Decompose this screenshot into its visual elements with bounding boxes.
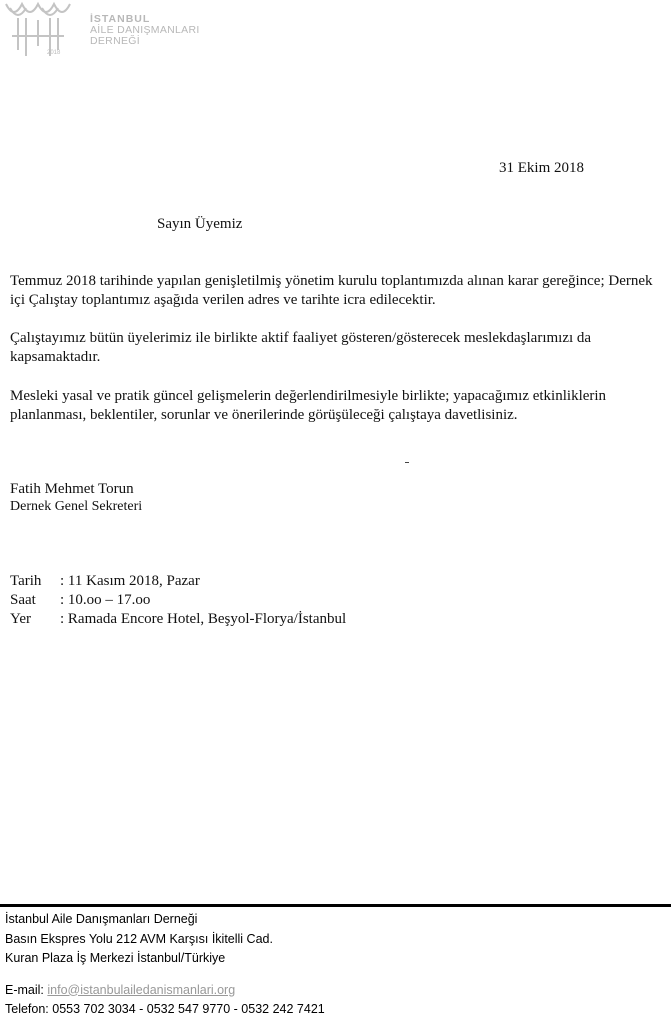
organization-name [90, 14, 200, 47]
association-emblem-icon [0, 0, 90, 62]
org-line-2: AİLE DANIŞMANLARI [90, 24, 200, 36]
letter-date: 31 Ekim 2018 [499, 160, 584, 176]
signatory-title: Dernek Genel Sekreteri [10, 499, 143, 514]
detail-row-venue [10, 610, 346, 629]
body-paragraph-1: Temmuz 2018 tarihinde yapılan genişletilmiş yönetim kurulu toplantımızda alınan karar gereğince; Dernek içi Çalıştay toplantımız aşağıda verilen adres ve tarihte icra edilecektir. [10, 273, 653, 308]
salutation: Sayın Üyemiz [157, 216, 243, 232]
detail-value: : Ramada Encore Hotel, Beşyol-Florya/İstanbul [60, 611, 347, 627]
event-details [10, 572, 346, 629]
logo-year: 2018 [47, 50, 61, 56]
detail-label: Yer [10, 611, 31, 627]
body-paragraph-2: Çalıştayımız bütün üyelerimiz ile birlikte aktif faaliyet gösteren/gösterecek meslekdaşlarımızı da kapsamaktadır. [10, 330, 592, 365]
footer-divider [0, 904, 671, 907]
footer-org-name: İstanbul Aile Danışmanları Derneği [5, 912, 198, 926]
signatory-name: Fatih Mehmet Torun [10, 481, 134, 497]
body-paragraph-3: Mesleki yasal ve pratik güncel gelişmelerin değerlendirilmesiyle birlikte; yapacağımız etkinliklerin planlanması, beklentiler, sorunlar ve önerilerinde görüşüleceği çalıştaya davetlisiniz. [10, 388, 607, 423]
stray-mark [405, 462, 409, 463]
footer-contact [5, 910, 325, 1020]
letterhead-logo [0, 0, 260, 70]
footer-email-row [5, 981, 325, 1001]
detail-row-date [10, 572, 346, 591]
email-link[interactable]: info@istanbulailedanismanlari.org [47, 982, 236, 997]
footer-address-2: Kuran Plaza İş Merkezi İstanbul/Türkiye [5, 951, 226, 965]
detail-label: Tarih [10, 573, 42, 589]
org-line-3: DERNEĞİ [90, 35, 140, 47]
detail-row-time [10, 591, 346, 610]
detail-value: : 11 Kasım 2018, Pazar [60, 573, 200, 589]
detail-label: Saat [10, 592, 36, 608]
footer-address-1: Basın Ekspres Yolu 212 AVM Karşısı İkitelli Cad. [5, 931, 273, 946]
org-line-1: İSTANBUL [90, 13, 151, 25]
detail-value: : 10.oo – 17.oo [60, 592, 151, 608]
email-label: E-mail: [5, 982, 48, 997]
footer-phone: Telefon: 0553 702 3034 - 0532 547 9770 - 0532 242 7421 [5, 1002, 325, 1016]
